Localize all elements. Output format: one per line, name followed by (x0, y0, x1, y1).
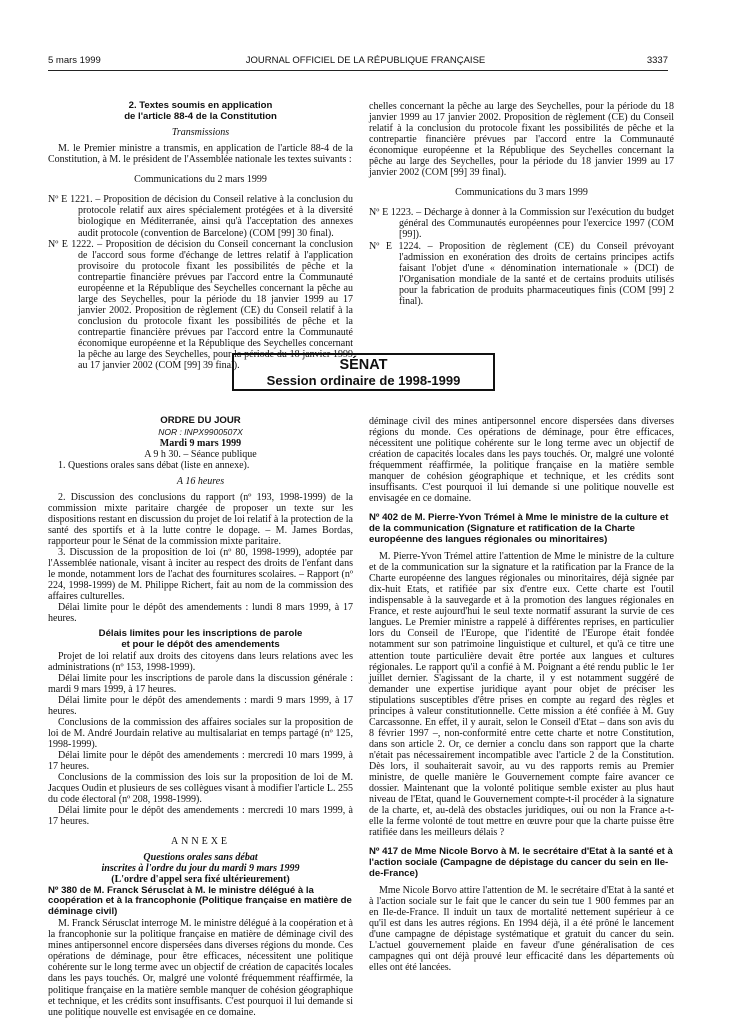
delais-heading-2: et pour le dépôt des amendements (121, 638, 280, 650)
communications-date-1: Communications du 2 mars 1999 (134, 174, 267, 186)
annexe-subtitle: Questions orales sans débat (143, 852, 258, 864)
section-heading: 2. Textes soumis en application (128, 100, 273, 111)
item-e1221: Nº E 1221. – Proposition de décision du Conseil relative à la conclusion du protocole relatif aux aires spécialement protégées et à la diversité biologique en Méditerranée, ainsi qu'à l'acceptation des annexes audit protocole (convention de Barcelone) (COM [99] 30 final). (48, 194, 353, 239)
question-402-text: M. Pierre-Yvon Trémel attire l'attention de Mme le ministre de la culture et de la communication sur la signature et la ratification par la France de la Charte européenne des langues régionales ou minoritaires, déjà signée par dix-huit Etats, et ratifiée par six d'entre eux. Cette charte est l'outil indispensable à la sauvegarde et à la promotion des langues régionales en France, et reste aujourd'hui le seul texte normatif assurant la survie de ces langues. Le Premier ministre a rappelé à différentes reprises, en particulier lors du Conseil de l'Europe, que l'identité de l'Europe était fondée notamment sur son patrimoine linguistique et culturel, et qu'à ce titre une attention toute particulière devait être portée aux langues et cultures régionales. Le rapport qu'il a confié à M. Poignant a été rendu public le 1er juillet dernier. S'agissant de la charte, il y est notamment suggéré de demander une expertise juridique ayant pour objet de préciser les stipulations susceptibles d'être prises en compte au regard des règles et principes à valeur constitutionnelle. Cette mission a été confiée à M. Guy Carcassonne. En effet, il y aurait, selon le Conseil d'Etat – dans son avis du 8 février 1997 –, non-conformité entre cette charte et notre Constitution, dans son article 2. Or, ce dernier a conclu dans son rapport que la charte n'était pas nécessairement incompatible avec l'article 2 de la Constitution. Dès lors, il souhaiterait savoir, au vu des rapports remis au Premier ministre, de quelle manière le Gouvernement compte faire avancer ce dossier. Maintenant que la volonté politique semble exister au plus haut niveau de l'Etat, quand le Gouvernement compte-t-il procéder à la signature de la charte, et, au-delà des obstacles juridiques, oui ou non la France a-t-elle la ferme volonté de tout mettre en œuvre pour que la charte puisse être ratifiée dans les meilleurs délais ? (369, 551, 674, 839)
senat-title-box (232, 353, 495, 391)
session-date: Mardi 9 mars 1999 (159, 437, 242, 449)
delai-paragraph-1: Projet de loi relatif aux droits des citoyens dans leurs relations avec les administrations (nº 153, 1998-1999). (48, 650, 353, 673)
header-page-number: 3337 (646, 55, 668, 66)
item-questions-orales: 1. Questions orales sans débat (liste en annexe). (58, 459, 250, 471)
nor-reference: NOR : INPX9900507X (158, 426, 243, 437)
ordre-du-jour-column (48, 415, 353, 1018)
header-rule (48, 70, 668, 71)
question-402-heading: Nº 402 de M. Pierre-Yvon Trémel à Mme le ministre de la culture et de la communication (Signature et ratification de la Charte européenne des langues régionales ou minoritaires) (369, 512, 669, 546)
top-right-column (369, 101, 674, 307)
intro-paragraph: M. le Premier ministre a transmis, en application de l'article 88-4 de la Constitution, à M. le président de l'Assemblée nationale les textes suivants : (48, 143, 353, 166)
item-e1223: Nº E 1223. – Décharge à donner à la Commission sur l'exécution du budget général des Communautés européennes pour l'exercice 1997 (COM [99]). (369, 207, 674, 241)
ordre-heading: ORDRE DU JOUR (160, 415, 241, 426)
delai-paragraph-5: Délai limite pour le dépôt des amendements : mercredi 10 mars 1999, à 17 heures. (48, 750, 353, 773)
question-380-text: M. Franck Sérusclat interroge M. le ministre délégué à la coopération et à la francophonie sur la politique française en matière de déminage civil des mines antipersonnel encore dispersées dans diverses régions du monde. Ces opérations de déminage, pour être efficaces, nécessitent une politique cohérente sur le long terme avec un objectif de création de capacités locales dans les pays touchés. Or, malgré une volonté fréquemment réaffirmée, la politique française en la matière semble manquer de cohésion géographique et technique, et les crédits sont insuffisants. C'est pourquoi il lui demande si une politique nouvelle est envisagée en ce domaine. (48, 918, 353, 1018)
question-417-heading: Nº 417 de Mme Nicole Borvo à M. le secrétaire d'Etat à la santé et à l'action sociale (Campagne de dépistage du cancer du sein en Ile-de-France) (369, 846, 673, 880)
questions-column (369, 416, 674, 973)
ordre-appel: (L'ordre d'appel sera fixé ultérieurement) (111, 874, 290, 886)
item-3-deadline: Délai limite pour le dépôt des amendements : lundi 8 mars 1999, à 17 heures. (48, 602, 353, 625)
delais-heading: Délais limites pour les inscriptions de parole (98, 628, 303, 640)
top-left-column (48, 100, 353, 372)
item-e1224: Nº E 1224. – Proposition de règlement (CE) du Conseil prévoyant l'admission en exonération des droits de certains principes actifs faisant l'objet d'une « dénomination internationale » (DCI) de l'Organisation mondiale de la santé et de certains produits utilisés pour la fabrication de produits pharmaceutiques finis (COM [99] 2 final). (369, 240, 674, 307)
item-3-discussion: 3. Discussion de la proposition de loi (nº 80, 1998-1999), adoptée par l'Assemblée nationale, visant à inciter au respect des droits de l'enfant dans le monde, notamment lors de l'achat des fournitures scolaires. – Rapport (nº 224, 1998-1999) de M. Philippe Richert, fait au nom de la commission des affaires culturelles. (48, 547, 353, 603)
senat-title: SÉNAT (339, 357, 388, 373)
annexe-subtitle-2: inscrites à l'ordre du jour du mardi 9 mars 1999 (101, 863, 300, 875)
header-title: JOURNAL OFFICIEL DE LA RÉPUBLIQUE FRANÇAISE (245, 55, 486, 66)
question-380-continued: déminage civil des mines antipersonnel encore dispersées dans diverses régions du monde. Ces opérations de déminage, pour être efficaces, nécessitent une politique cohérente sur le long terme avec un objectif de création de capacités locales dans les pays touchés. Or, malgré une volonté fréquemment réaffirmée, la politique française en la matière semble manquer de cohésion géographique et technique, et les crédits sont insuffisants. C'est pourquoi il lui demande si une politique nouvelle est envisagée en ce domaine. (369, 416, 674, 505)
delai-paragraph-6: Conclusions de la commission des lois sur la proposition de loi de M. Jacques Oudin et plusieurs de ses collègues visant à modifier l'article L. 255 du code électoral (nº 208, 1998-1999). (48, 772, 353, 806)
delai-paragraph-4: Conclusions de la commission des affaires sociales sur la proposition de loi de M. André Jourdain relative au multisalariat en temps partagé (nº 125, 1998-1999). (48, 716, 353, 750)
item-e1222: Nº E 1222. – Proposition de décision du Conseil concernant la conclusion de l'accord sous forme d'échange de lettres relatif à l'application provisoire du protocole fixant les possibilités de pêche et la contrepartie financière prévues par l'accord entre la Communauté européenne et la République des Seychelles concernant la pêche au large des Seychelles, pour la période du 18 janvier 1999 au 17 janvier 2002. Proposition de règlement (CE) du Conseil relatif à la conclusion du protocole fixant les possibilités de pêche et la contrepartie financière prévues par l'accord entre la Communauté économique européenne et la République des Seychelles concernant la pêche au large des Seychelles, pour la période du 18 janvier 1999 au 17 janvier 2002 (COM [99] 39 final). (48, 238, 353, 372)
seance-time: A 9 h 30. – Séance publique (144, 448, 257, 460)
communications-date-2: Communications du 3 mars 1999 (455, 187, 588, 199)
delai-paragraph-7: Délai limite pour le dépôt des amendements : mercredi 10 mars 1999, à 17 heures. (48, 805, 353, 828)
annexe-heading: ANNEXE (170, 836, 231, 848)
time-16h: A 16 heures (176, 475, 225, 487)
question-380-heading: Nº 380 de M. Franck Sérusclat à M. le ministre délégué à la coopération et à la francophonie (Politique française en matière de déminage civil) (48, 884, 352, 918)
section-heading-2: de l'article 88-4 de la Constitution (124, 110, 277, 122)
senat-subtitle: Session ordinaire de 1998-1999 (266, 373, 461, 388)
question-417-text: Mme Nicole Borvo attire l'attention de M. le secrétaire d'Etat à la santé et à l'action sociale sur le fait que le cancer du sein tue 1 900 femmes par an en Ile-de-France. Il induit un taux de mortalité nettement supérieur à ce qu'il est dans les autres régions. En 1994 déjà, il a été prôné le lancement d'une campagne de dépistage systématique et gratuit du cancer du sein. L'actuel gouvernement plaide en faveur d'une généralisation de ces campagnes qui ont déjà prouvé leur efficacité dans les départements où elles ont été lancées. (369, 885, 674, 974)
delai-paragraph-3: Délai limite pour le dépôt des amendements : mardi 9 mars 1999, à 17 heures. (48, 694, 353, 717)
item-2-discussion: 2. Discussion des conclusions du rapport (nº 193, 1998-1999) de la commission mixte paritaire chargée de proposer un texte sur les dispositions restant en discussion du projet de loi relatif à la protection de la santé des sportifs et à la lutte contre le dopage. – M. James Bordas, rapporteur pour le Sénat de la commission mixte paritaire. (48, 491, 353, 548)
delai-paragraph-2: Délai limite pour les inscriptions de parole dans la discussion générale : mardi 9 mars 1999, à 17 heures. (48, 672, 353, 695)
item-e1222-continued: chelles concernant la pêche au large des Seychelles, pour la période du 18 janvier 1999 au 17 janvier 2002. Proposition de règlement (CE) du Conseil relatif à la conclusion du protocole fixant les possibilités de pêche et la contrepartie financière prévues par l'accord entre la Communauté économique européenne et la République des Seychelles concernant la pêche au large des Seychelles, pour la période du 18 janvier 1999 au 17 janvier 2002 (COM [99] 39 final). (369, 101, 674, 179)
transmissions-label: Transmissions (171, 127, 230, 139)
header-date: 5 mars 1999 (48, 55, 101, 66)
